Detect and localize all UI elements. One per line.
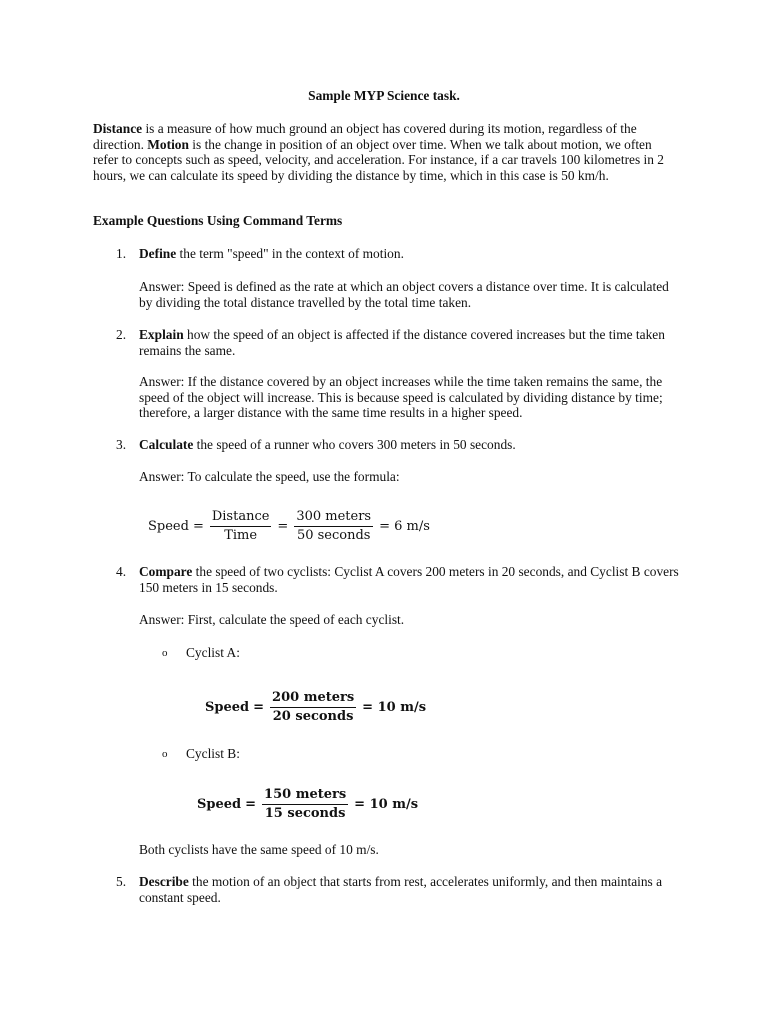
q5-number: 5. bbox=[116, 874, 127, 889]
cyclist-b-equation bbox=[197, 787, 422, 822]
term-motion: Motion bbox=[147, 136, 189, 152]
cyclist-a-equation bbox=[205, 690, 430, 725]
term-distance: Distance bbox=[93, 121, 143, 136]
cyclist-b-label: Cyclist B: bbox=[186, 746, 240, 761]
q2-answer: Answer: If the distance covered by an object increases while the time taken remains the same, the speed of the object will increase. This is because speed is calculated by dividing distance by time; therefore, a larger distance with the same time results in a higher speed. bbox=[139, 374, 663, 420]
q3-command-term: Calculate bbox=[139, 437, 194, 452]
q1-command-term: Define bbox=[139, 246, 177, 261]
q5-question bbox=[139, 874, 679, 905]
document-title: Sample MYP Science task. bbox=[308, 88, 460, 103]
q3-text: the speed of a runner who covers 300 meters in 50 seconds. bbox=[193, 437, 516, 452]
eq-fraction-values bbox=[294, 509, 373, 544]
eq-denominator: 15 seconds bbox=[264, 806, 346, 821]
q1-answer: Answer: Speed is defined as the rate at which an object covers a distance over time. It is calculated by dividing the total distance travelled by the total time taken. bbox=[139, 279, 669, 310]
bullet-marker: o bbox=[162, 748, 168, 760]
q1-text: the term "speed" in the context of motion. bbox=[176, 246, 404, 261]
q4-command-term: Compare bbox=[139, 564, 193, 579]
q4-text: the speed of two cyclists: Cyclist A covers 200 meters in 20 seconds, and Cyclist B covers 150 meters in 15 seconds. bbox=[139, 564, 679, 595]
eq-fraction bbox=[270, 690, 356, 725]
eq-fraction-formula bbox=[210, 509, 272, 544]
eq-equals: = bbox=[277, 518, 289, 534]
intro-text-1: is a measure of how much ground an object has covered during its motion, regardless of the direction. bbox=[93, 121, 637, 152]
eq-denominator: 50 seconds bbox=[296, 528, 371, 543]
eq-fraction bbox=[262, 787, 348, 822]
eq-equals: = bbox=[245, 796, 257, 812]
q2-question bbox=[139, 327, 679, 358]
eq-lhs: Speed bbox=[148, 518, 189, 534]
q2-command-term: Explain bbox=[139, 327, 184, 342]
q2-number: 2. bbox=[116, 327, 127, 342]
eq-denominator: 20 seconds bbox=[272, 709, 354, 724]
q1-number: 1. bbox=[116, 246, 127, 261]
eq-numerator: 200 meters bbox=[270, 690, 356, 708]
bullet-marker: o bbox=[162, 647, 168, 659]
q4-number: 4. bbox=[116, 564, 127, 579]
eq-result: = 6 m/s bbox=[379, 518, 430, 534]
eq-lhs: Speed bbox=[205, 699, 250, 715]
section-heading: Example Questions Using Command Terms bbox=[93, 213, 343, 228]
eq-numerator: Distance bbox=[210, 509, 272, 527]
eq-result: = 10 m/s bbox=[354, 796, 419, 812]
eq-equals: = bbox=[253, 699, 265, 715]
eq-denominator: Time bbox=[224, 528, 258, 543]
eq-result: = 10 m/s bbox=[362, 699, 427, 715]
q4-question bbox=[139, 564, 679, 595]
q3-question bbox=[139, 437, 679, 453]
eq-numerator: 150 meters bbox=[262, 787, 348, 805]
q1-question bbox=[139, 246, 679, 262]
q2-text: how the speed of an object is affected if the distance covered increases but the time taken remains the same. bbox=[139, 327, 665, 358]
q3-answer: Answer: To calculate the speed, use the formula: bbox=[139, 469, 400, 484]
intro-paragraph bbox=[93, 121, 678, 183]
q3-equation bbox=[148, 509, 434, 544]
eq-numerator: 300 meters bbox=[294, 509, 373, 527]
q5-command-term: Describe bbox=[139, 874, 189, 889]
q3-number: 3. bbox=[116, 437, 127, 452]
q4-conclusion: Both cyclists have the same speed of 10 m/s. bbox=[139, 842, 379, 857]
q5-text: the motion of an object that starts from rest, accelerates uniformly, and then maintains a constant speed. bbox=[139, 874, 663, 905]
intro-text-2: is the change in position of an object over time. When we talk about motion, we often refer to concepts such as speed, velocity, and acceleration. For instance, if a car travels 100 kilometres in 2 hours, we can calculate its speed by dividing the distance by time, which in this case is 50 km/h. bbox=[93, 136, 664, 183]
eq-lhs: Speed bbox=[197, 796, 242, 812]
q4-answer: Answer: First, calculate the speed of each cyclist. bbox=[139, 612, 405, 627]
cyclist-a-label: Cyclist A: bbox=[186, 645, 240, 660]
eq-equals: = bbox=[192, 518, 204, 534]
